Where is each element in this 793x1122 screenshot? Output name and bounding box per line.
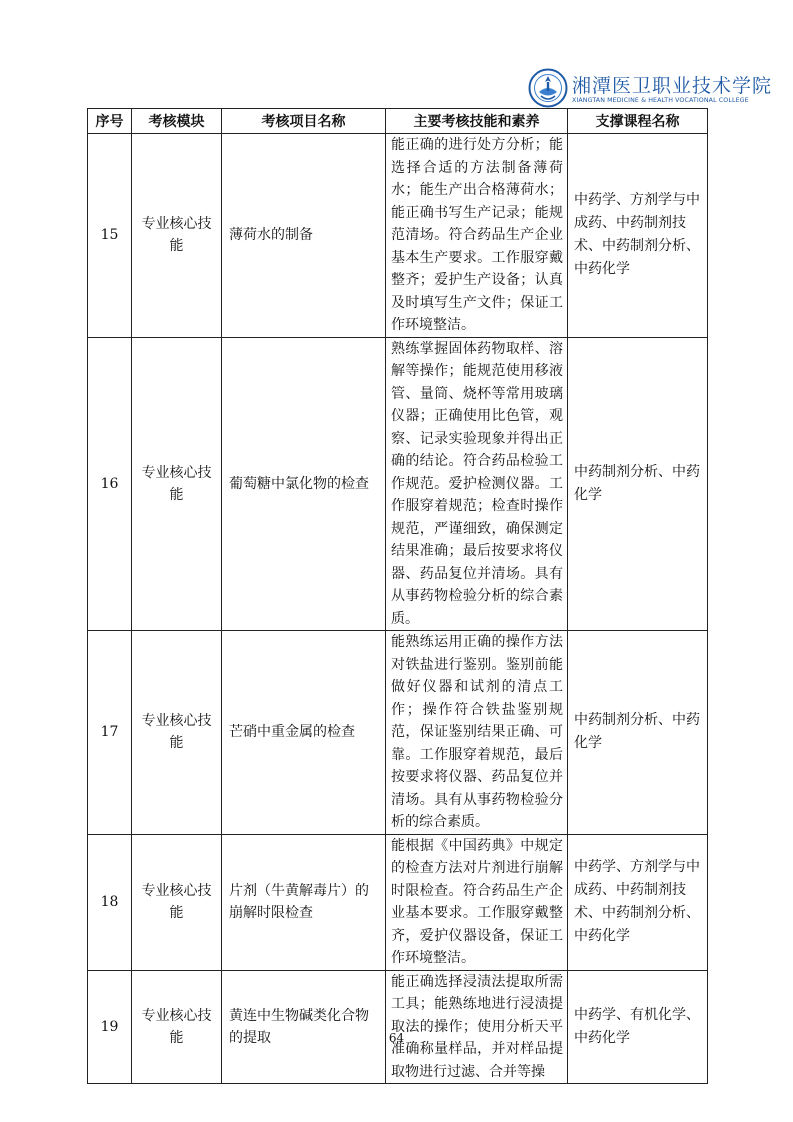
row-courses: 中药制剂分析、中药化学 xyxy=(568,631,708,835)
assessment-table xyxy=(87,108,708,1084)
table-row xyxy=(88,134,708,338)
row-module: 专业核心技能 xyxy=(132,134,222,338)
row-name: 黄连中生物碱类化合物的提取 xyxy=(222,970,386,1084)
row-skills: 能根据《中国药典》中规定的检查方法对片剂进行崩解时限检查。符合药品生产企业基本要求。工作服穿戴整齐，爱护仪器设备，保证工作环境整洁。 xyxy=(386,834,568,970)
table-row xyxy=(88,337,708,631)
page-number: 64 xyxy=(388,1031,405,1045)
row-skills: 能正确选择浸渍法提取所需工具；能熟练地进行浸渍提取法的操作；使用分析天平准确称量样品，并对样品提取物进行过滤、合并等操 xyxy=(386,970,568,1084)
row-courses: 中药学、有机化学、中药化学 xyxy=(568,970,708,1084)
col-header-module: 考核模块 xyxy=(132,109,222,134)
row-no: 17 xyxy=(88,631,132,835)
school-emblem-icon xyxy=(528,68,568,108)
col-header-no: 序号 xyxy=(88,109,132,134)
row-name: 葡萄糖中氯化物的检查 xyxy=(222,337,386,631)
table-row xyxy=(88,970,708,1084)
table-row xyxy=(88,834,708,970)
row-courses: 中药学、方剂学与中成药、中药制剂技术、中药制剂分析、中药化学 xyxy=(568,834,708,970)
row-skills: 熟练掌握固体药物取样、溶解等操作；能规范使用移液管、量筒、烧杯等常用玻璃仪器；正确使用比色管，观察、记录实验现象并得出正确的结论。符合药品检验工作规范。爱护检测仪器。工作服穿着规范；检查时操作规范，严谨细致，确保测定结果准确；最后按要求将仪器、药品复位并清场。具有从事药物检验分析的综合素质。 xyxy=(386,337,568,631)
col-header-name: 考核项目名称 xyxy=(222,109,386,134)
school-name-en: XIANGTAN MEDICINE & HEALTH VOCATIONAL COLLEGE xyxy=(572,97,749,104)
row-module: 专业核心技能 xyxy=(132,631,222,835)
row-no: 19 xyxy=(88,970,132,1084)
col-header-courses: 支撑课程名称 xyxy=(568,109,708,134)
row-module: 专业核心技能 xyxy=(132,337,222,631)
table-header-row xyxy=(88,109,708,134)
row-courses: 中药制剂分析、中药化学 xyxy=(568,337,708,631)
row-name: 芒硝中重金属的检查 xyxy=(222,631,386,835)
table-row xyxy=(88,631,708,835)
row-name: 片剂（牛黄解毒片）的崩解时限检查 xyxy=(222,834,386,970)
row-courses: 中药学、方剂学与中成药、中药制剂技术、中药制剂分析、中药化学 xyxy=(568,134,708,338)
row-module: 专业核心技能 xyxy=(132,834,222,970)
col-header-skills: 主要考核技能和素养 xyxy=(386,109,568,134)
row-no: 16 xyxy=(88,337,132,631)
school-name-cn: 湘潭医卫职业技术学院 xyxy=(572,75,773,97)
row-no: 15 xyxy=(88,134,132,338)
row-name: 薄荷水的制备 xyxy=(222,134,386,338)
row-skills: 能熟练运用正确的操作方法对铁盐进行鉴别。鉴别前能做好仪器和试剂的清点工作；操作符合铁盐鉴别规范，保证鉴别结果正确、可靠。工作服穿着规范，最后按要求将仪器、药品复位并清场。具有从事药物检验分析的综合素质。 xyxy=(386,631,568,835)
row-skills: 能正确的进行处方分析；能选择合适的方法制备薄荷水；能生产出合格薄荷水；能正确书写生产记录；能规范清场。符合药品生产企业基本生产要求。工作服穿戴整齐；爱护生产设备；认真及时填写生产文件；保证工作环境整洁。 xyxy=(386,134,568,338)
row-module: 专业核心技能 xyxy=(132,970,222,1084)
row-no: 18 xyxy=(88,834,132,970)
